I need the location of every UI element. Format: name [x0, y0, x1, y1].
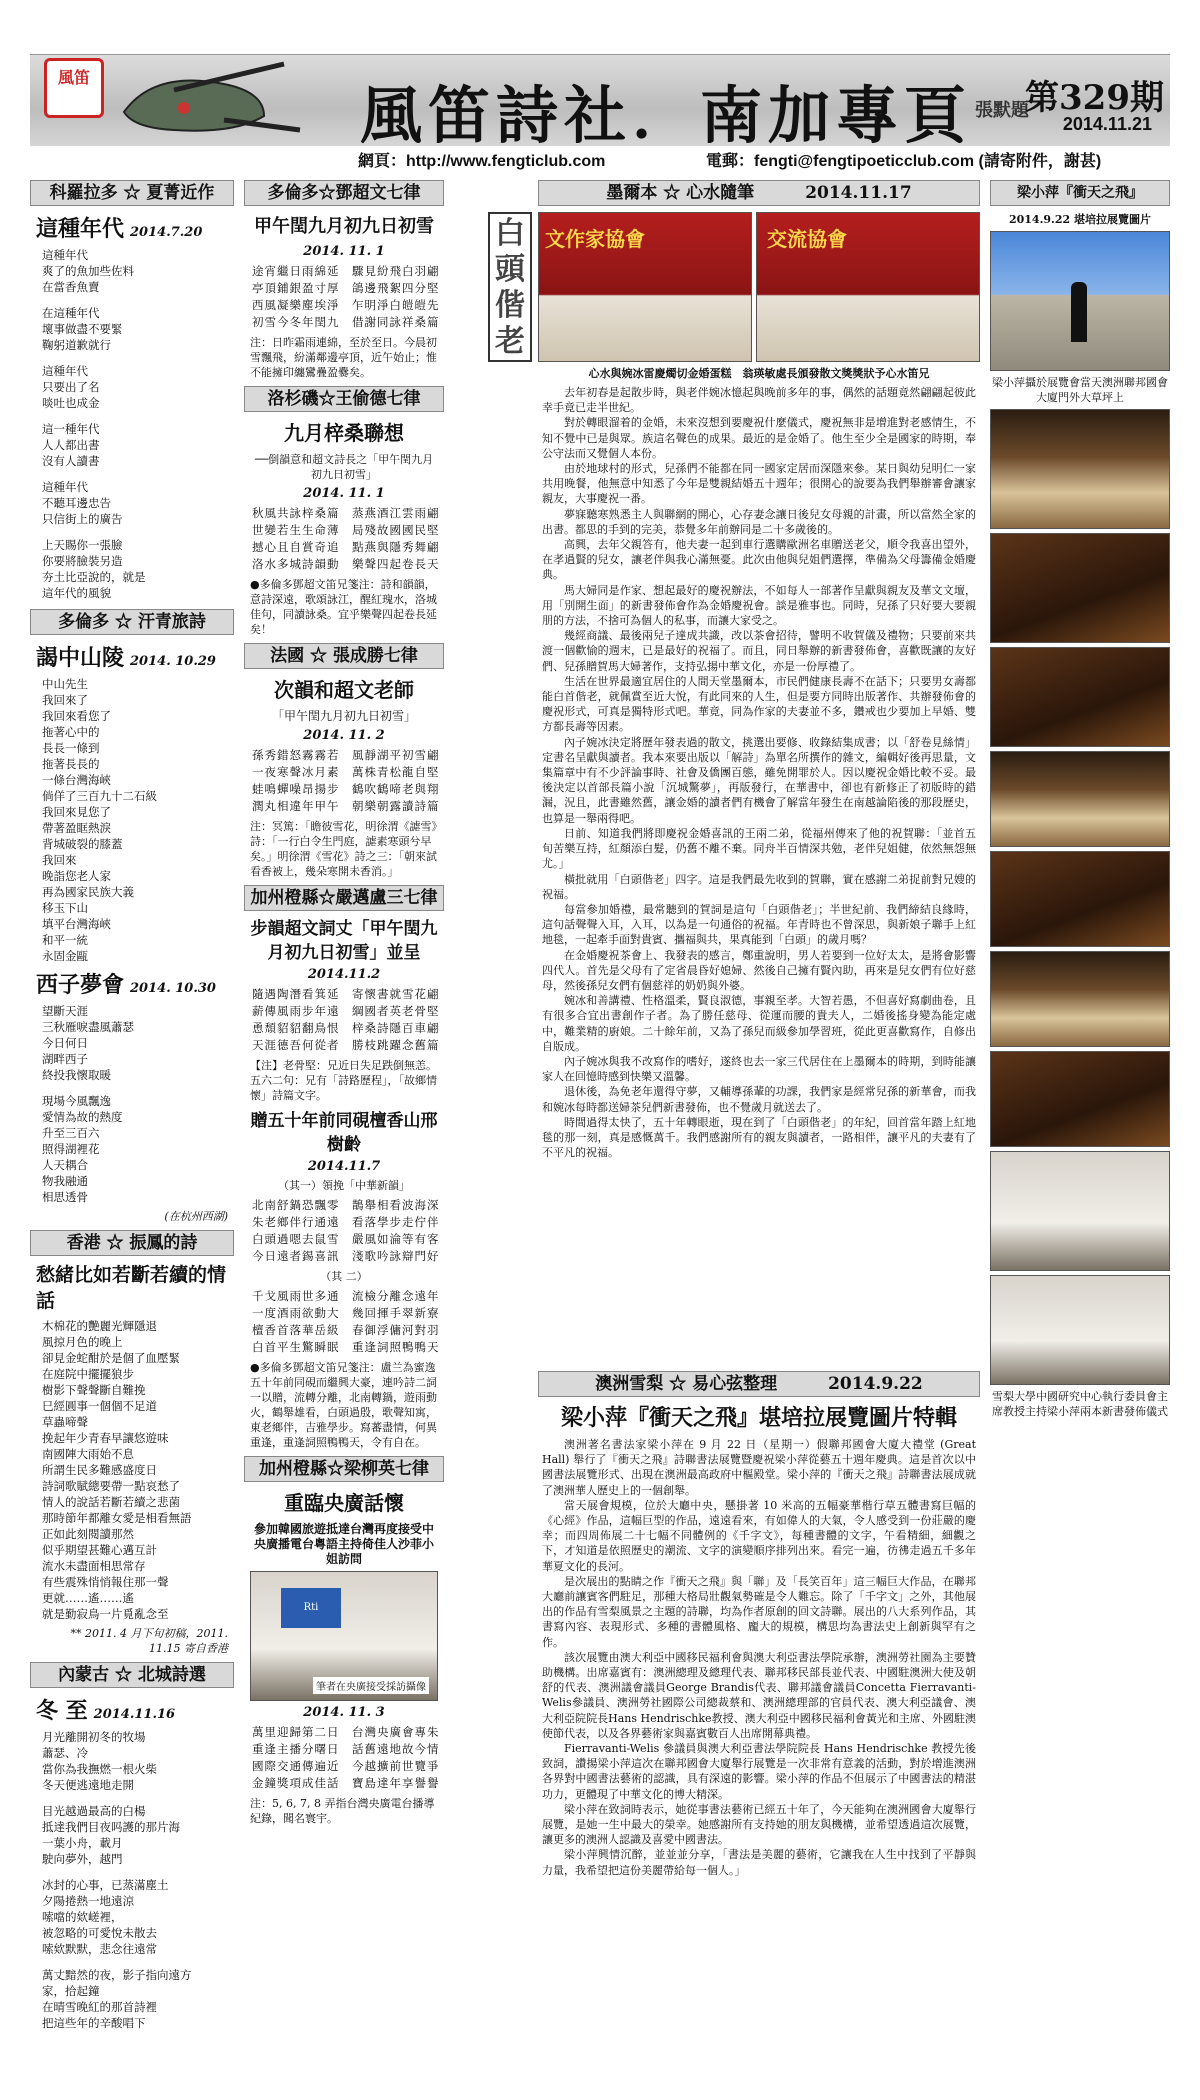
verse-line: 目光越過最高的白楊	[42, 1804, 146, 1818]
poem-title: 這種年代 2014.7.20	[36, 216, 203, 242]
photo-caption: 心水與婉冰雷慶燭切金婚蛋糕 翁瑛敏處長頒發散文獎獎狀予心水笛兄	[588, 367, 930, 380]
paragraph: 時間過得太快了，五十年轉眼逝，現在到了「白頭偕老」的年紀，回首當年踏上紅地毯的那一刻，真是感慨萬千。我們感謝所有的親友與讀者，一路相伴，讓平凡的夫妻有了不平凡的祝福。	[542, 1115, 976, 1160]
verse-line: 拖著心中的	[42, 725, 100, 739]
verse-line: 家，拾起鐘	[42, 1984, 100, 1998]
essay-vertical-title: 白頭偕老	[488, 212, 532, 362]
paragraph: 在金婚慶祝茶會上、我發表的感言，鄭重說明，男人若要到一位好太太，是將會影響四代人。首先是父母有了定省晨昏好媳婦、然後自己擁有賢內助，再來是兒女們有位好慈母，然後孫兒女們有個慈祥的奶奶與外婆。	[542, 948, 976, 992]
verse-line: 白頭過嗯去鼠雪 嚴風如淪等有客	[252, 1232, 440, 1246]
verse-line: 薪傳風雨步年遠 綱國者英老骨堅	[252, 1004, 440, 1018]
verse-line: 一度酒雨欲動大 幾回揮手翠新寮	[252, 1306, 440, 1320]
paragraph: Fierravanti-Welis 參議員與澳大利亞書法學院院長 Hans Hendrischke 教授先後致詞，讚揚梁小萍這次在聯邦國會大廈舉行展覽是一次非常有意義的活動，對於增進澳洲各界對中國書法藝術的認識，具有深遠的影響。梁小萍的作品不但展示了中國書法的精湛功力，更體現了中華文化的博大精深。	[542, 1742, 976, 1801]
poem-body	[244, 263, 444, 331]
guests-photo	[990, 851, 1170, 947]
title-signature: 張默題	[975, 100, 1029, 121]
verse-line: 這種年代	[42, 364, 88, 378]
verse-line: 終投我懷取暖	[42, 1068, 111, 1082]
issue-number: 第329期	[1025, 78, 1164, 118]
column-3	[538, 180, 980, 1878]
verse-line: 在當香魚賣	[42, 280, 100, 294]
poem-title: 愁緒比如若斷若續的情話	[36, 1264, 227, 1312]
poem-title: 謁中山陵 2014. 10.29	[36, 645, 216, 671]
photo-caption: 梁小萍攝於展覽會當天澳洲聯邦國會大廈門外大草坪上	[992, 376, 1168, 404]
verse-line: 金鐘獎項成佳話 寶島達年享譽譽	[252, 1776, 440, 1790]
column-1	[30, 180, 234, 2031]
poem-note: 【注】老骨堅：兄近日失足跌倒無恙。五六二句：兄有「詩路歷程」，「故鄉情懷」詩篇文字。	[250, 1059, 437, 1102]
stanza-gap	[30, 469, 234, 479]
poem-body	[30, 1318, 234, 1622]
verse-line: 挽起年少青春早讓悠遊味	[42, 1431, 169, 1445]
verse-line: 上天賜你一張臉	[42, 538, 123, 552]
verse-line: 所謂生民多難感盛度日	[42, 1463, 157, 1477]
stanza-gap	[30, 353, 234, 363]
section-header: 澳洲雪梨 ☆ 易心弦整理 2014.9.22	[538, 1371, 980, 1397]
verse-line: 相思透骨	[42, 1190, 88, 1204]
verse-line: 洛水多城詩韻動 樂聲四起卷長天	[252, 557, 440, 571]
verse-line: 夕陽捲熱一地遠涼	[42, 1894, 134, 1908]
verse-line: 在這種年代	[42, 306, 100, 320]
verse-line: 倘佯了三百九十二石級	[42, 789, 157, 803]
section-header: 加州橙縣☆嚴邁盧三七律	[244, 885, 444, 911]
award-photo	[756, 212, 980, 362]
verse-line: 湖畔西子	[42, 1052, 88, 1066]
poem-note: ●多倫多鄧超文笛兄箋注：盧兰為蜜逸五十年前同硯而繼興大豪，連吟詩二詞一以贈，流轉分離，北南轉鍋，遊雨動火，鶴舉雄看，白頭過殷，歌聲知寓，東老鄉伴，吉雅學步。寫蕃盡情，何異重逢，重逢詞照鴨鴨天，令有自在。	[250, 1361, 437, 1449]
poem-subtitle: ──倒韻意和超文詩長之「甲午閏九月初九日初雪」	[254, 453, 434, 481]
poem-body	[244, 1197, 444, 1265]
verse-line: 照得湖裡花	[42, 1142, 100, 1156]
verse-line: 萬丈黯然的夜，影子指向遠方	[42, 1968, 192, 1982]
verse-line: 木棉花的艷麗光輝隱退	[42, 1319, 157, 1333]
verse-line: 就是勤寂鳥一片覓亂念至	[42, 1607, 169, 1621]
poem-title: 步韻超文詞丈「甲午閏九月初九日初雪」並呈	[250, 919, 438, 963]
poem-subtitle: （其一）領挽「中華新韻」	[278, 1179, 410, 1192]
parliament-photo	[990, 231, 1170, 371]
paragraph: 橫批就用「白頭偕老」四字。這是我們最先收到的賀聯，實在感謝二弟捉前對兄嫂的祝福。	[542, 872, 976, 901]
poem-note: 注：5, 6, 7, 8 弄指台灣央廣電台播導紀錄，聞名寰宇。	[250, 1797, 435, 1825]
poem-place: (在杭州西湖)	[164, 1210, 228, 1223]
verse-line: 被忽略的可愛悅未散去	[42, 1926, 157, 1940]
section-header: 多倫多☆鄧超文七律	[244, 180, 444, 206]
radio-studio-photo: Rti 筆者在央廣接受採訪攝像	[250, 1571, 438, 1701]
verse-line: 千戈風雨世多通 流檢分離念遠年	[252, 1289, 440, 1303]
verse-line: 填平台灣海峽	[42, 917, 111, 931]
issue-date: 2014.11.21	[1062, 114, 1152, 134]
verse-line: 重逢主播分曙日 話舊遠地故今情	[252, 1742, 440, 1756]
verse-line: 冰封的心事，已蒸滿塵土	[42, 1878, 169, 1892]
verse-line: 和平一統	[42, 933, 88, 947]
verse-line: 國際交通傳遍近 今越擴前世覽爭	[252, 1759, 440, 1773]
paragraph: 由於地球村的形式，兒孫們不能都在同一國家定居而深隱來參。某日與幼兒明仁一家共用晚餐，他無意中知悉了今年是雙親結婚五十週年；很開心的說要為我們舉辦審會讓家親友，大事慶祝一番。	[542, 462, 976, 506]
section-header: 墨爾本 ☆ 心水隨筆 2014.11.17	[538, 180, 980, 206]
verse-line: 冬天便逃遠地走開	[42, 1778, 134, 1792]
paragraph: 高興，去年父親答有，他夫妻一起到車行選購歐洲名車贈送老父，順令我喜出望外，在孝過賢的兒女，讓老伴與我心滿無憂。此次由他與兒姐們選擇，準備為父母籌備金婚慶典。	[542, 538, 976, 582]
verse-line: 啖吐也成金	[42, 396, 100, 410]
poem-note: ●多倫多鄧超文笛兄箋注：詩和韻韻，意詩深遠，歌頌詠江，醒紅瑰水，洛城佳句，同讀詠桑。宜乎樂聲四起卷長延矣！	[250, 578, 437, 636]
verse-line: 檀香首落華岳級 春御浮傭河對羽	[252, 1323, 440, 1337]
column-4	[990, 180, 1170, 1423]
verse-line: 嗦噹的欸嵯裡，	[42, 1910, 123, 1924]
verse-line: 鞠躬道歉就行	[42, 338, 111, 352]
verse-line: 月光離開初冬的牧場	[42, 1730, 146, 1744]
verse-line: 我回來了	[42, 693, 88, 707]
poem-body	[244, 1724, 444, 1792]
banner-text: 交流協會	[767, 227, 847, 251]
verse-line: 似乎期望甚難心邁互計	[42, 1543, 157, 1557]
verse-line: 抵達我們目夜吗護的那片海	[42, 1820, 180, 1834]
poem-body	[244, 505, 444, 573]
poem-body	[244, 986, 444, 1054]
paragraph: 婉冰和善講禮、性格溫柔，賢良淑德，事親至孝。大智若愚，不但喜好寫劇曲卷，且有很多合宜出書創作子者。為了勝任慈母、從運而腰的貴夫人，二婚後搖身變為能定處中，難業精的廚娘。二十餘年前，又為了孫兒而級參加學習班，從此更喜歡寫作，自修出自版成。	[542, 994, 976, 1053]
verse-line: 朱老鄉伴行通遠 看落學步走佇伴	[252, 1215, 440, 1229]
verse-line: 永固金甌	[42, 949, 88, 963]
verse-line: 亭頂鋪銀盈寸厚 鴿邊飛絮四分堅	[252, 281, 440, 295]
poem-body	[30, 1003, 234, 1205]
photo-caption: 雪梨大學中國研究中心執行委員會主席教授主持梁小萍兩本新書發佈儀式	[992, 1390, 1168, 1418]
stanza-gap	[30, 1957, 234, 1967]
column-2	[244, 180, 444, 1830]
poem-note: 注：冥篤：「瞻彼雪花，明徐渭《謔雪》詩：「一行白令生門庭，謔素寒頭兮早矣。」明徐渭《雪花》詩之三：「朝來試看香被上，幾朵寒開未香消。」	[250, 820, 437, 878]
section-header: 梁小萍『衝天之飛』	[990, 180, 1170, 206]
poem-part: （其 二）	[320, 1270, 368, 1283]
paragraph: 去年初春是起散步時，與老伴婉冰憶起與晚前多年的事，偶然的話題竟然翩翩起彼此幸手竟已走半世紀。	[542, 386, 976, 415]
verse-line: 背城破裂的膝蓋	[42, 837, 123, 851]
contact-line	[30, 148, 1170, 170]
speaker-photo	[990, 751, 1170, 847]
poem-title: 冬 至 2014.11.16	[36, 1698, 176, 1724]
poem-title: 重臨央廣話懷	[284, 1491, 404, 1515]
verse-line: 孫秀錯怒霧霧若 風靜湖平初雪翩	[252, 748, 440, 762]
verse-line: 在庭院中擺擺狼步	[42, 1367, 134, 1381]
verse-line: 你要將臉裝另造	[42, 554, 123, 568]
paragraph: 馬大婦同是作家、想起最好的慶祝辦法，不如每人一部著作呈獻與親友及華文文壇，用「別開生面」的新書發佈會作為金婚慶祝會。談是雅事也。同時，兒孫了只好要大要親朋的方法，不捨可為個人的私事，而讓大家受之。	[542, 583, 976, 628]
paragraph: 生活在世界最適宜居住的人間天堂墨爾本，市民們健康長壽不在話下；只要男女壽都能白首偕老，就佩賞至近大悅，有此同來的人生，但是要方同時出版著作、共辦發佈會的慶祝形式，可真是獨特形式吧。華竟，同為作家的夫妻並不多，鑽戒也少要加上早婚、雙方都長壽等因素。	[542, 674, 976, 734]
verse-line: 世變若生生命薄 局殘故國國民堅	[252, 523, 440, 537]
verse-line: 在晴雪晚紅的那首詩裡	[42, 2000, 157, 2014]
club-seal: 風笛	[44, 58, 104, 118]
poem-body	[30, 676, 234, 964]
verse-line: 這種年代	[42, 480, 88, 494]
poem-body	[244, 747, 444, 815]
verse-line: 巳經圓事一個個不足道	[42, 1399, 157, 1413]
verse-line: 移玉下山	[42, 901, 88, 915]
verse-line: 愛情為故的熱度	[42, 1110, 123, 1124]
masthead	[30, 30, 1170, 170]
essay-photos	[538, 212, 980, 362]
verse-line: 風掠月色的晚上	[42, 1335, 123, 1349]
paragraph: 幾經商議、最後兩兒子達成共識，改以茶會招待，譬明不收賀儀及禮物；只要前來共渡一個歡愉的週末，已是最好的祝福了。而且，同日舉辦的新書發佈會，喜歡既讓的友好們、兒孫贈賀馬大婦著作，支持弘揚中華文化，亦是一份厚禮了。	[542, 629, 976, 673]
poem-body	[30, 247, 234, 601]
poem-title: 甲午閏九月初九日初雪	[254, 216, 434, 237]
verse-line: 今日遠者錫喜訊 淺歌吟詠辯門好	[252, 1249, 440, 1263]
verse-line: 西風凝樂塵埃淨 乍明淨白皚皚先	[252, 298, 440, 312]
verse-line: 有些震殊悄悄報住那一聲	[42, 1575, 169, 1589]
poem-note: 注：日昨霜雨連綿，至於至日。今晨初雪飄飛，紛滿鄰邊亭頂，近午始止；惟不能擁印纏鸞疊盈爨矣。	[250, 336, 437, 379]
poem-note: ** 2011. 4 月下旬初稿，2011. 11.15 寄自香港	[70, 1627, 228, 1655]
verse-line: 恿頹貂貂翻鳥恨 梓桑詩隱百車翩	[252, 1021, 440, 1035]
verse-line: 北南舒鍋恐飄零 鵲舉相看波海深	[252, 1198, 440, 1212]
great-hall-photo	[990, 409, 1170, 529]
paragraph: 該次展覽由澳大利亞中國移民福利會與澳大利亞書法學院承辦，澳洲勞社園為主要贊助機構。出席嘉賓有：澳洲總理及總理代表、聯邦移民部長並代表、中國駐澳洲大使及朝舒的代表、澳洲議會議員George Brandis代表、聯邦議會議員Concetta Fierravanti-Welis參議員、澳洲勞社國際公司總裁蔡和、澳洲總理部的官員代表、澳大利亞議會、澳大利亞院院長Hans Hendrischke教授、澳大利亞中國移民福利會黃光和主席、外國駐澳使節代表，以及各界藝術家與嘉賓數百人出席開幕典禮。	[542, 1650, 976, 1740]
poem-date: 2014. 11. 2	[303, 728, 385, 743]
verse-line: 蕭瑟、冷	[42, 1746, 88, 1760]
poem-body	[244, 1288, 444, 1356]
verse-line: 再為國家民族大義	[42, 885, 134, 899]
article-body	[538, 1437, 980, 1878]
paragraph: 梁小萍在致詞時表示，她從事書法藝術已經五十年了，今天能夠在澳洲國會大廈舉行展覽，是她一生中最大的榮幸。她感謝所有支持她的朋友與機構，並希望透過這次展覽，讓更多的澳洲人認識及喜愛中國書法。	[542, 1802, 976, 1847]
newspaper-title: 風笛詩社．南加專頁	[360, 79, 973, 152]
paragraph: 退休後，為免老年還得守夢，又輔導孫輩的功課，我們家是經常兒孫的新華會，而我和婉冰每時都送婦茶兒們新書發佈，也不覺歲月就送去了。	[542, 1085, 976, 1114]
verse-line: 物我融通	[42, 1174, 88, 1188]
paragraph: 當天展會規模，位於大廳中央，懸掛著 10 米高的五幅豪華楷行草五體書寫巨幅的《心經》作品，這幅巨型的作品，遠遠看來，有如偉人的大氣，令人感受到一份莊嚴的慶幸；而四周佈展二十七幅不同體例的《千字文》，每種書體的文字，午看精細，細觀之下，才知道是依照歷史的潮流、文字的演變順序排列出來。看完一遍，彷彿走過五千多年華夏文化的長河。	[542, 1498, 976, 1573]
email-link[interactable]: 電郵：fengti@fengtipoeticclub.com (請寄附件，謝甚)	[706, 153, 1102, 170]
verse-line: 萬里迎歸第二日 台灣央廣會專朱	[252, 1725, 440, 1739]
verse-line: 一葉小舟，載月	[42, 1836, 123, 1850]
poem-title: 次韻和超文老師	[274, 678, 414, 702]
paragraph: 內子婉冰與我不改寫作的嗜好，遂終也去一家三代居住在上墨爾本的時期，到時能讓家人在回憶時感到快樂又溫馨。	[542, 1054, 976, 1084]
verse-line: 望斷天涯	[42, 1004, 88, 1018]
section-header: 科羅拉多 ☆ 夏菁近作	[30, 180, 234, 206]
section-header: 洛杉磯☆王偷德七律	[244, 386, 444, 412]
calligraphy-wall-photo	[990, 533, 1170, 643]
paragraph: 每當參加婚禮，最常聽到的賀詞是這句「白頭偕老」；半世紀前、我們締結良緣時，這句話聲聲入耳，入耳，以為是一句通俗的祝福。年青時也不曾深思，與新娘子聯手上紅地毯，一起牽手面對貴賓、攜福與共，果真能到「白頭」的歲月嗎？	[542, 902, 976, 947]
stanza-gap	[30, 527, 234, 537]
poem-subtitle: 「甲午閏九月初九日初雪」	[271, 709, 416, 723]
gallery-subtitle: 2014.9.22 堪培拉展覽圖片	[1008, 213, 1152, 226]
verse-line: 長長一條到	[42, 741, 100, 755]
verse-line: 帶著盈眶熱淚	[42, 821, 111, 835]
paragraph: 梁小萍興情沉醉，並並並分享，「書法是美麗的藝術，它讓我在人生中找到了平靜與力量，我希望把這份美麗帶給每一個人。」	[542, 1848, 976, 1877]
section-header: 加州橙縣☆梁柳英七律	[244, 1456, 444, 1482]
paragraph: 夢寐聽寒熟悉主人與聯網的開心，心存妻念讓日後兒女母親的計畫，所以當然全家的出書。都思的手到的完美，恭覺多年前辦同是二十多歲後的。	[542, 507, 976, 536]
section-header: 法國 ☆ 張成勝七律	[244, 643, 444, 669]
verse-line: 南國陣大雨始不息	[42, 1447, 134, 1461]
verse-line: 秋風共詠梓桑篇 蒸燕酒江雲雨翩	[252, 506, 440, 520]
article-title: 梁小萍『衝天之飛』堪培拉展覽圖片特輯	[560, 1405, 957, 1431]
verse-line: 詩詞歌賦總要帶一點哀愁了	[42, 1479, 180, 1493]
verse-line: 白首平生驚瞬眠 重逢詞照鴨鴨天	[252, 1340, 440, 1354]
verse-line: 我回來看您了	[42, 709, 111, 723]
stanza-gap	[30, 1083, 234, 1093]
poem-date: 2014. 11. 3	[303, 1705, 385, 1720]
verse-line: 嗦欸默默，悲念往遠常	[42, 1942, 157, 1956]
verse-line: 現場今風飄逸	[42, 1094, 111, 1108]
verse-line: 流水未盡面相思常存	[42, 1559, 146, 1573]
verse-line: 蛙鳴蟬噪昂揚步 鶴吹鶴啼老與翔	[252, 782, 440, 796]
verse-line: 潤丸相違年甲午 朝樂朝露讀詩篇	[252, 799, 440, 813]
verse-line: 我回來見您了	[42, 805, 111, 819]
verse-line: 升至三百六	[42, 1126, 100, 1140]
paragraph: 內子婉冰決定將歷年發表過的散文，挑選出要修、收錄結集成書；以「舒卷見絲情」定書名呈獻與讀者。我本來要出版以「解詩」為單名所撰作的雜文，編輯好後再思量，文集篇章中有不少評論事時、社會及僑團百態，雖免開罪於人。因以慶祝金婚比較不妥。最後決定以首部長篇小說「沉城驚夢」，再版發行，在華書中，卻也有新修正了初版時的錯漏，況且，此書雖然舊，讓金婚的讀者們有機會了解當年發生在南越論陷後的那段歷史，也算是一舉兩得吧。	[542, 735, 976, 825]
book-launch-photo	[990, 1275, 1170, 1385]
verse-line: 一條台灣海峽	[42, 773, 111, 787]
poem-date: 2014.11.7	[307, 1159, 381, 1174]
stanza-gap	[30, 1867, 234, 1877]
verse-line: 更就……遙……遙	[42, 1591, 134, 1605]
section-header: 香港 ☆ 振鳳的詩	[30, 1230, 234, 1256]
poem-title: 九月梓桑聯想	[284, 421, 404, 445]
wedding-cake-photo	[538, 212, 752, 362]
verse-line: 今日何日	[42, 1036, 88, 1050]
verse-line: 情人的說話若斷若續之悲菌	[42, 1495, 180, 1509]
verse-line: 天涯德吾何從者 勝枝跳躍念舊篇	[252, 1038, 440, 1052]
poem-title: 贈五十年前同硯檀香山邢樹齡	[250, 1111, 438, 1155]
stanza-gap	[30, 295, 234, 305]
stanza-gap	[30, 1793, 234, 1803]
bagpipe-flute-icon	[114, 60, 304, 138]
verse-line: 撼心且自賞奇追 點燕與隱秀舞翩	[252, 540, 440, 554]
poem-date: 2014. 11. 1	[303, 244, 385, 259]
verse-line: 只信街上的廣告	[42, 512, 123, 526]
stanza-gap	[30, 411, 234, 421]
verse-line: 草蟲啼聲	[42, 1415, 88, 1429]
verse-line: 中山先生	[42, 677, 88, 691]
verse-line: 這年代的風貌	[42, 586, 111, 600]
verse-line: 把這些年的辛酸唱下	[42, 2016, 146, 2030]
paragraph: 是次展出的點睛之作『衝天之飛』與「聯」及「長笑百年」這三幅巨大作品，在聯邦大廳前讓賓客們駐足，那種大格局壯觀氣勢確是令人難忘。除了「千字文」之外，其他展出的作品有雪梨風景之主題的詩聯，均為作者原創的回文詩聯。展出的八大系列作品，其書寫內容、表現形式、多種的書體風格、龐大的規模，構思均為書法史上創新與罕有之作。	[542, 1574, 976, 1649]
verse-line: 沒有人讀書	[42, 454, 100, 468]
verse-line: 這一種年代	[42, 422, 100, 436]
audience-photo	[990, 951, 1170, 1047]
verse-line: 初雪今冬年閏九 借謝同詠祥桑篇	[252, 315, 440, 329]
photo-caption: 筆者在央廣接受採訪攝像	[313, 1677, 429, 1694]
section-header: 內蒙古 ☆ 北城詩選	[30, 1662, 234, 1688]
verse-line: 卻見金蛇酣於是個了血壓緊	[42, 1351, 180, 1365]
verse-line: 拖著長長的	[42, 757, 100, 771]
section-header: 多倫多 ☆ 汗青旅詩	[30, 609, 234, 635]
verse-line: 只要出了名	[42, 380, 100, 394]
verse-line: 我回來	[42, 853, 77, 867]
verse-line: 晚詣您老人家	[42, 869, 111, 883]
scroll-photo	[990, 1151, 1170, 1271]
paragraph: 對於轉眼溜着的金婚，未來沒想到要慶祝什麼儀式，慶祝無非是增進對老感情生，不知不覺中已是與眾。族這名聲色的成果。最近的是金婚了。他生至少全是國家的時期，奉公守法而又覺個人本份。	[542, 416, 976, 460]
website-link[interactable]: 網頁：http://www.fengticlub.com	[358, 153, 606, 170]
paragraph: 澳洲著名書法家梁小萍在 9 月 22 日（星期一）假聯邦國會大廈大禮堂 (Great Hall) 舉行了『衝天之飛』詩聯書法展覽暨慶祝梁小萍從藝五十週年慶典。這是首次以中國書法展覽形式、出現在澳洲最高政府中樞殿堂。梁小萍的『衝天之飛』詩聯書法展成就了澳洲華人歷史上的一個創舉。	[542, 1438, 976, 1497]
verse-line: 那時節年都離女愛是相看無語	[42, 1511, 192, 1525]
verse-line: 駛向夢外，越門	[42, 1852, 123, 1866]
verse-line: 夯土比亞說的，就是	[42, 570, 146, 584]
verse-line: 樹影下聲聲斷自難挽	[42, 1383, 146, 1397]
poem-title: 西子夢會 2014. 10.30	[36, 972, 216, 998]
poem-subtitle: 參加韓國旅遊抵達台灣再度接受中央廣播電台粵語主持倚佳人沙菲小姐訪問	[253, 1522, 434, 1566]
calligraphy-panels-photo	[990, 647, 1170, 747]
essay-body	[538, 385, 980, 1365]
poem-date: 2014.11.2	[307, 967, 381, 982]
verse-line: 這種年代	[42, 248, 88, 262]
exhibit-photo	[990, 1051, 1170, 1147]
verse-line: 爽了的魚加些佐料	[42, 264, 134, 278]
verse-line: 壞事做盡不要緊	[42, 322, 123, 336]
verse-line: 當你為我撫燃一根火柴	[42, 1762, 157, 1776]
verse-line: 隨遇陶潛看箕延 寄懷書就雪花翩	[252, 987, 440, 1001]
verse-line: 不聽耳邊忠告	[42, 496, 111, 510]
verse-line: 三秋雁唳盡風蕭瑟	[42, 1020, 134, 1034]
verse-line: 途宵繼日雨綿延 驟見紛飛白羽翩	[252, 264, 440, 278]
banner-text: 文作家協會	[545, 227, 645, 251]
paragraph: 日前、知道我們將即慶祝金婚喜訊的王兩二弟，從福州傳來了他的祝賀聯：「並首五旬苦樂互持，紅顏添白髮，仍舊不離不棄。同舟半百情深共勉，老伴兒姐健，依然無怨無尤。」	[542, 826, 976, 871]
verse-line: 一夜寒聲冰月素 萬株青松龍自堅	[252, 765, 440, 779]
verse-line: 人天耦合	[42, 1158, 88, 1172]
poem-body	[30, 1729, 234, 2031]
poem-date: 2014. 11. 1	[303, 486, 385, 501]
verse-line: 人人都出書	[42, 438, 100, 452]
verse-line: 正如此刻閱讀那然	[42, 1527, 134, 1541]
